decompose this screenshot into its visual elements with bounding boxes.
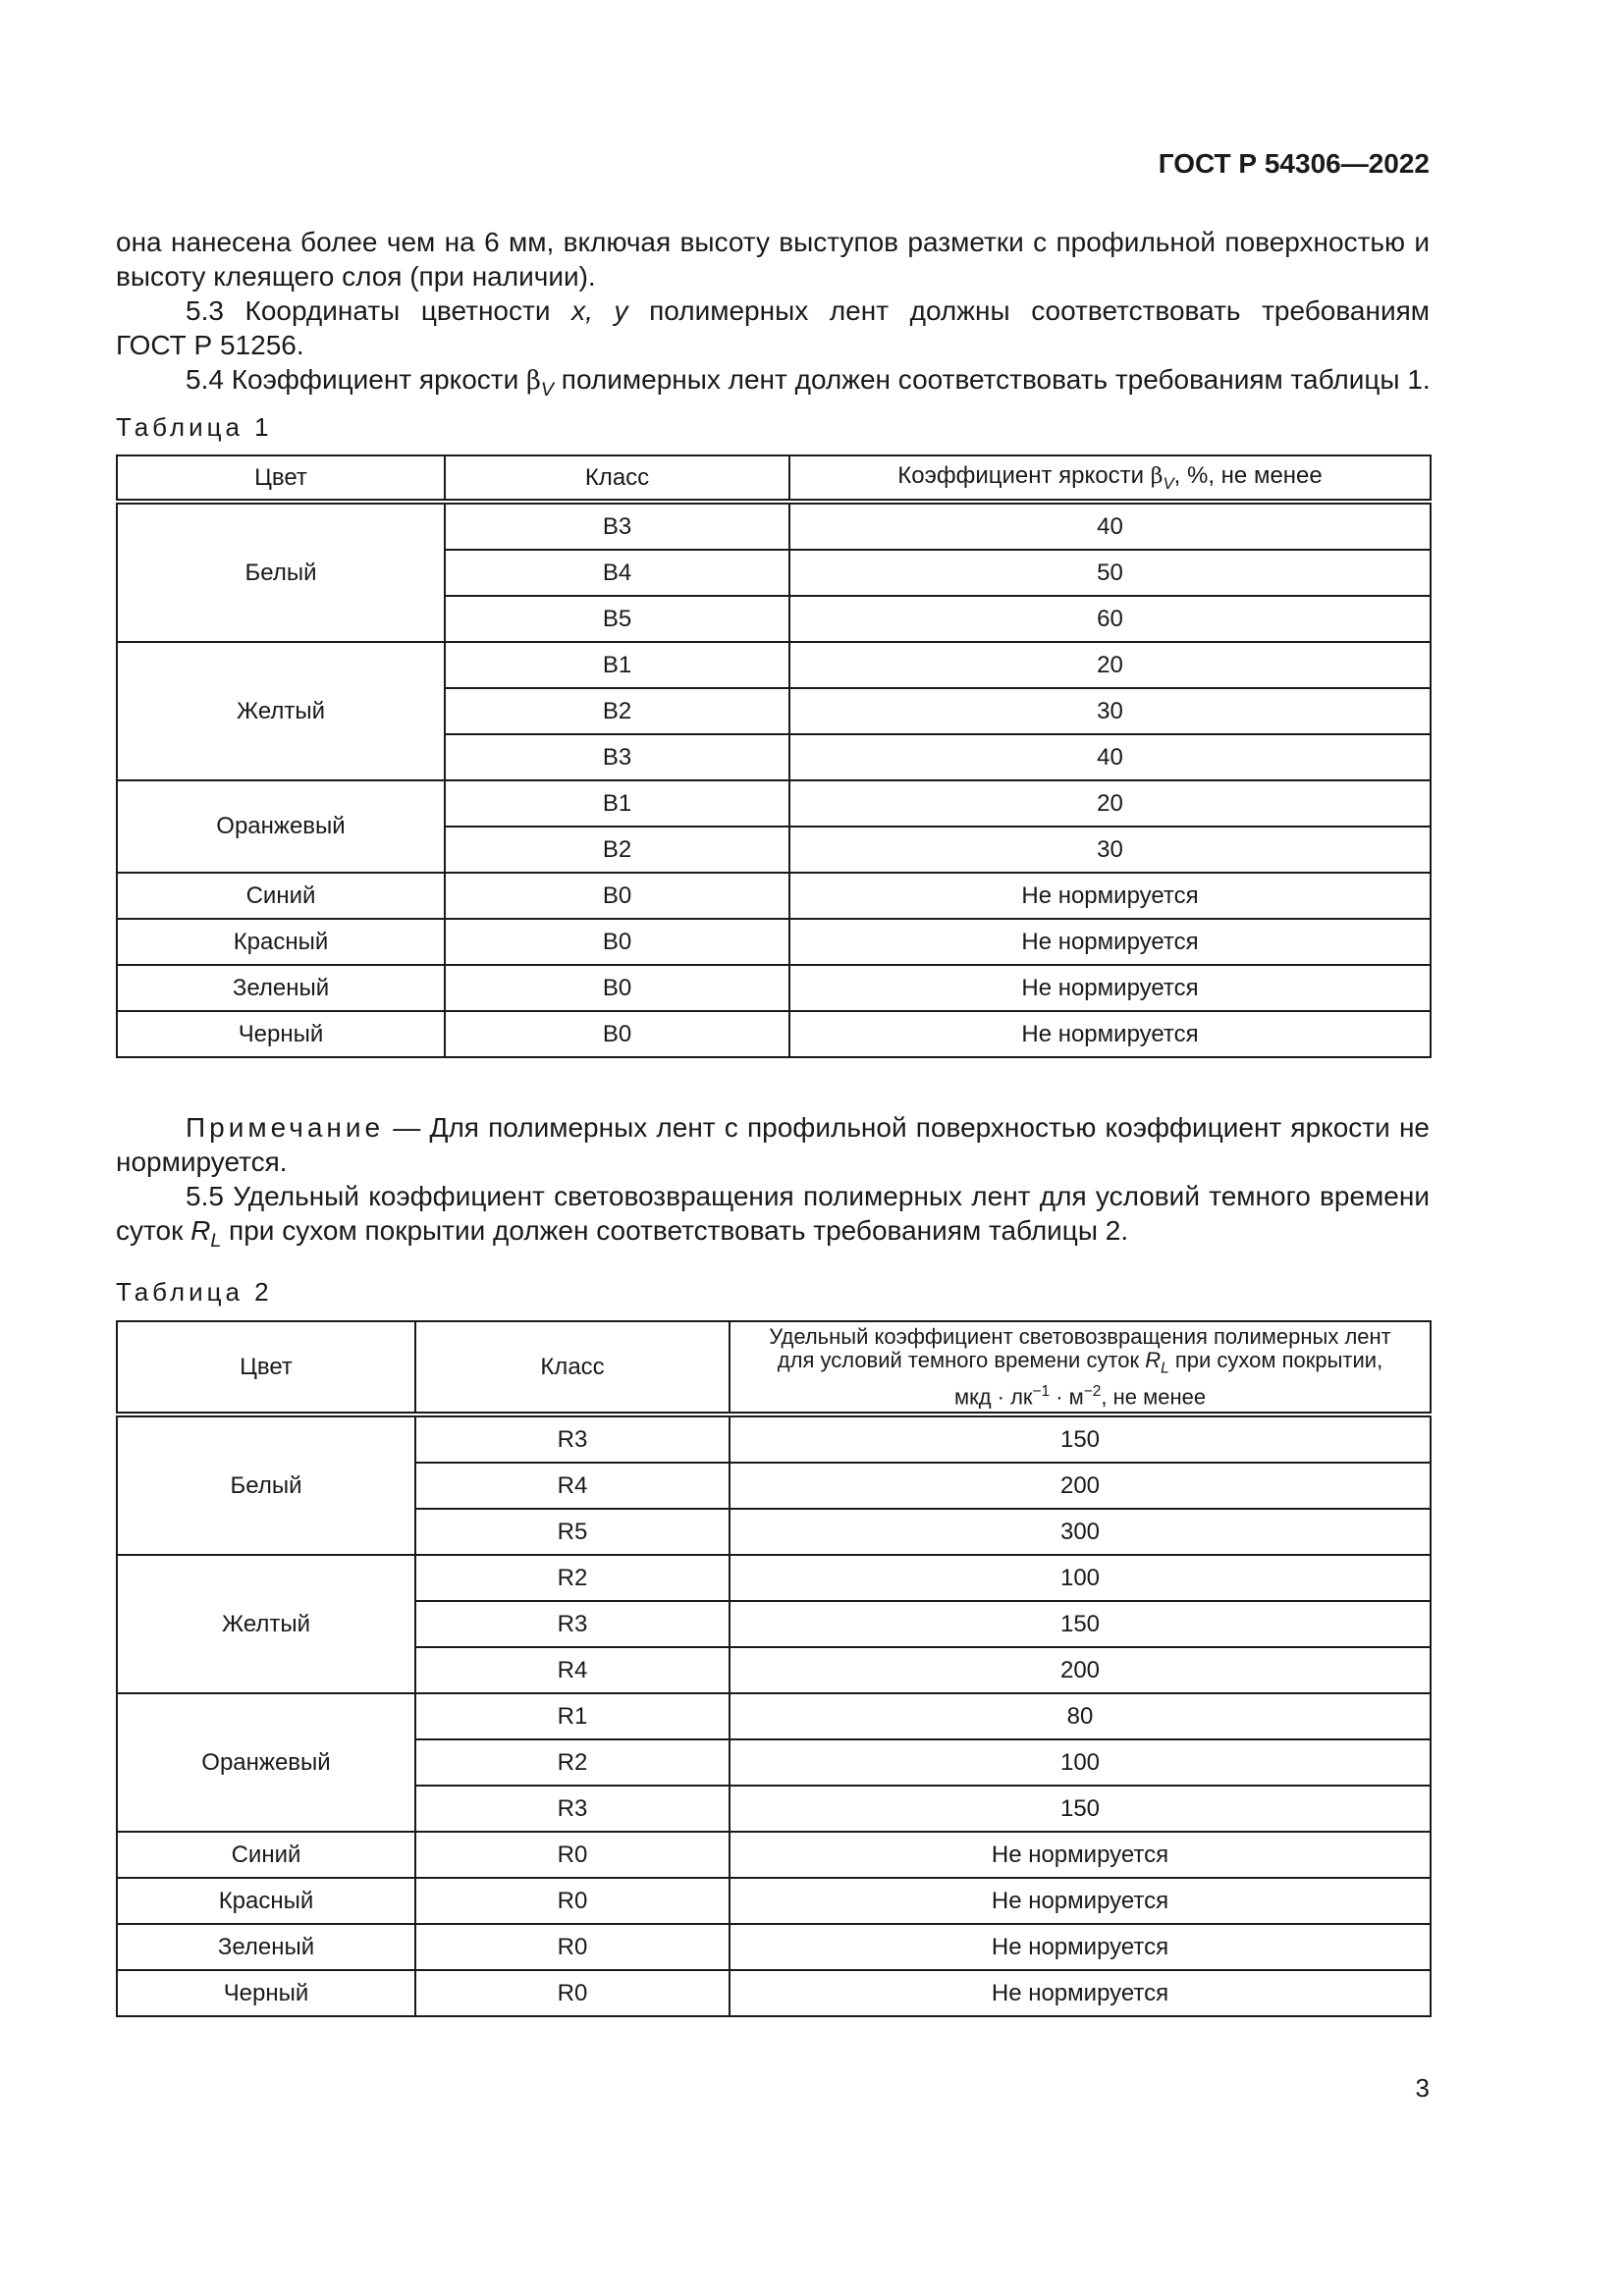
table-1-caption: Таблица 1 [116, 412, 273, 442]
paragraph-text: полимерных лент должен соответствовать требованиям таблицы 1. [554, 364, 1431, 395]
color-cell: Черный [117, 1970, 415, 2016]
value-cell: 40 [789, 734, 1431, 780]
class-cell: R2 [415, 1739, 730, 1786]
header-text: , не менее [1101, 1384, 1207, 1410]
page-number: 3 [1415, 2073, 1430, 2103]
note-text: — Для полимерных лент с профильной поверхностью коэффициент яркости не [393, 1112, 1430, 1143]
paragraph-line: высоту клеящего слоя (при наличии). [116, 261, 596, 292]
value-cell: 80 [730, 1693, 1431, 1739]
paragraph-line [116, 294, 1430, 328]
value-cell: Не нормируется [789, 919, 1431, 965]
class-cell: R0 [415, 1878, 730, 1924]
class-cell: B1 [445, 780, 789, 827]
value-cell: Не нормируется [730, 1878, 1431, 1924]
value-cell: Не нормируется [730, 1970, 1431, 2016]
header-line [734, 1349, 1426, 1380]
table-header-row [117, 455, 1431, 502]
value-cell: Не нормируется [730, 1924, 1431, 1970]
value-cell: 20 [789, 642, 1431, 688]
paragraph-5-3 [116, 294, 1430, 362]
class-cell: B5 [445, 596, 789, 642]
value-cell: 100 [730, 1739, 1431, 1786]
class-cell: B0 [445, 873, 789, 919]
header-text: Коэффициент яркости [897, 461, 1151, 489]
note-line: нормируется. [116, 1147, 288, 1177]
class-cell: R2 [415, 1555, 730, 1601]
paragraph-line [116, 1213, 1430, 1252]
color-cell: Синий [117, 873, 445, 919]
value-cell: 300 [730, 1509, 1431, 1555]
table-row [117, 965, 1431, 1011]
class-cell: R0 [415, 1924, 730, 1970]
table-1-note [116, 1110, 1430, 1179]
class-cell: R3 [415, 1601, 730, 1647]
class-cell: B0 [445, 1011, 789, 1057]
color-cell: Зеленый [117, 1924, 415, 1970]
class-cell: R0 [415, 1832, 730, 1878]
paragraph-text: 5.3 Координаты цветности [186, 295, 572, 326]
value-cell: 50 [789, 550, 1431, 596]
class-cell: R3 [415, 1415, 730, 1463]
value-cell: 150 [730, 1415, 1431, 1463]
value-cell: 30 [789, 827, 1431, 873]
value-cell: 100 [730, 1555, 1431, 1601]
color-cell: Синий [117, 1832, 415, 1878]
paragraph-5-5 [116, 1179, 1430, 1252]
paragraph-text: при сухом покрытии должен соответствовать требованиям таблицы 2. [221, 1215, 1129, 1246]
value-cell: 30 [789, 688, 1431, 734]
class-cell: B2 [445, 688, 789, 734]
header-retroreflection [730, 1321, 1431, 1415]
paragraph-text: суток [116, 1215, 191, 1246]
class-cell: R5 [415, 1509, 730, 1555]
value-cell: Не нормируется [789, 873, 1431, 919]
table-row [117, 919, 1431, 965]
header-color: Цвет [117, 455, 445, 502]
color-cell: Красный [117, 1878, 415, 1924]
class-cell: B0 [445, 965, 789, 1011]
exponent: −1 [1032, 1382, 1051, 1400]
class-cell: B3 [445, 502, 789, 550]
paragraph-continued [116, 225, 1430, 294]
class-cell: B3 [445, 734, 789, 780]
beta-subscript: V [540, 378, 554, 400]
table-row [117, 1970, 1431, 2016]
var-R-subscript: L [210, 1229, 222, 1252]
color-cell: Желтый [117, 642, 445, 780]
value-cell: 200 [730, 1647, 1431, 1693]
table-2 [116, 1320, 1432, 2017]
table-row [117, 1878, 1431, 1924]
table-row [117, 780, 1431, 827]
color-cell: Оранжевый [117, 780, 445, 873]
color-cell: Белый [117, 502, 445, 642]
table-1 [116, 454, 1432, 1058]
table-row [117, 1832, 1431, 1878]
class-cell: R4 [415, 1463, 730, 1509]
paragraph-line: ГОСТ Р 51256. [116, 330, 304, 360]
table-row [117, 1011, 1431, 1057]
color-cell: Черный [117, 1011, 445, 1057]
var-R: R [190, 1215, 211, 1246]
class-cell: R3 [415, 1786, 730, 1832]
color-cell: Зеленый [117, 965, 445, 1011]
table-row [117, 1924, 1431, 1970]
header-text: мкд · лк [953, 1384, 1033, 1410]
paragraph-line: она нанесена более чем на 6 мм, включая высоту выступов разметки с профильной поверхностью и [116, 227, 1430, 257]
color-cell: Красный [117, 919, 445, 965]
class-cell: B0 [445, 919, 789, 965]
value-cell: 150 [730, 1601, 1431, 1647]
paragraph-line: 5.5 Удельный коэффициент световозвращения полимерных лент для условий темного времени [186, 1181, 1430, 1211]
note-line [116, 1110, 1430, 1145]
class-cell: R0 [415, 1970, 730, 2016]
header-text: , %, не менее [1173, 461, 1323, 489]
header-line: Удельный коэффициент световозвращения полимерных лент [769, 1323, 1391, 1349]
var-R-subscript: L [1161, 1359, 1169, 1376]
header-text: · м [1050, 1384, 1084, 1410]
header-text: для условий темного времени суток [777, 1347, 1146, 1372]
table-row [117, 1415, 1431, 1463]
class-cell: B2 [445, 827, 789, 873]
value-cell: Не нормируется [789, 965, 1431, 1011]
header-line [734, 1380, 1426, 1409]
var-y: y [614, 295, 628, 326]
table-row [117, 873, 1431, 919]
paragraph-5-4 [116, 362, 1431, 400]
color-cell: Желтый [117, 1555, 415, 1693]
beta-symbol: β [1150, 463, 1164, 489]
table-row [117, 1555, 1431, 1601]
table-2-caption: Таблица 2 [116, 1277, 273, 1307]
value-cell: 40 [789, 502, 1431, 550]
class-cell: R1 [415, 1693, 730, 1739]
class-cell: B1 [445, 642, 789, 688]
var-x: x, [571, 295, 593, 326]
table-row [117, 1693, 1431, 1739]
header-color: Цвет [117, 1321, 415, 1415]
value-cell: Не нормируется [789, 1011, 1431, 1057]
color-cell: Белый [117, 1415, 415, 1555]
value-cell: 20 [789, 780, 1431, 827]
var-R: R [1145, 1347, 1162, 1372]
value-cell: 150 [730, 1786, 1431, 1832]
header-brightness [789, 455, 1431, 502]
value-cell: Не нормируется [730, 1832, 1431, 1878]
note-label: Примечание [186, 1112, 385, 1143]
header-text: при сухом покрытии, [1168, 1347, 1383, 1372]
header-class: Класс [415, 1321, 730, 1415]
paragraph-text: 5.4 Коэффициент яркости [186, 364, 527, 395]
beta-symbol: β [526, 366, 541, 396]
paragraph-text: полимерных лент должны соответствовать требованиям [649, 295, 1431, 326]
header-class: Класс [445, 455, 789, 502]
exponent: −2 [1083, 1382, 1102, 1400]
class-cell: B4 [445, 550, 789, 596]
table-row [117, 642, 1431, 688]
class-cell: R4 [415, 1647, 730, 1693]
beta-subscript: V [1163, 473, 1174, 493]
value-cell: 60 [789, 596, 1431, 642]
paragraph-line [116, 362, 1431, 400]
table-row [117, 502, 1431, 550]
color-cell: Оранжевый [117, 1693, 415, 1832]
table-header-row [117, 1321, 1431, 1415]
value-cell: 200 [730, 1463, 1431, 1509]
document-code-header: ГОСТ Р 54306—2022 [1158, 148, 1430, 179]
